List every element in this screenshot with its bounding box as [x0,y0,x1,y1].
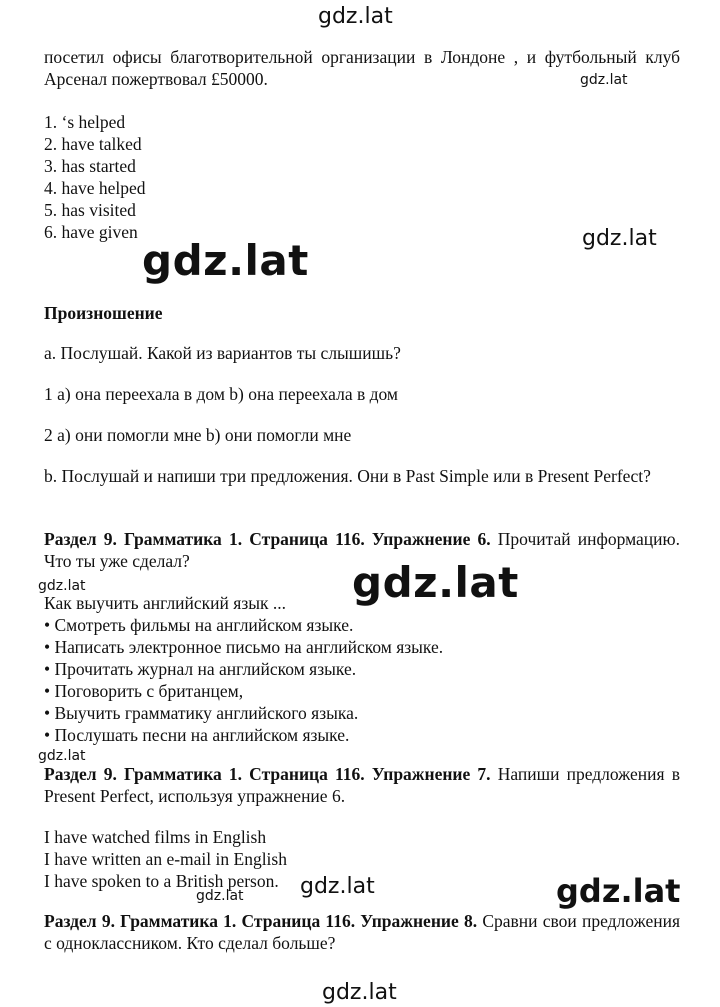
watermark: gdz.lat [300,874,375,899]
exercise-6-header [44,528,680,572]
list-item: • Прочитать журнал на английском языке. [44,659,357,679]
list-item: I have written an e-mail in English [44,849,287,869]
exercise-8-header [44,910,680,954]
watermark: gdz.lat [142,236,309,285]
list-item: 1. ‘s helped [44,112,126,132]
option-2: 2 a) они помогли мне b) они помогли мне [44,425,352,445]
watermark: gdz.lat [582,226,657,251]
list-item: 6. have given [44,222,138,242]
list-item: I have spoken to a British person. [44,871,279,891]
watermark: gdz.lat [556,872,681,910]
section-heading: Произношение [44,303,163,323]
exercise-instruction: Сравни свои предложения с одноклассником. Кто сделал больше? [44,911,681,953]
option-1: 1 a) она переехала в дом b) она переехала в дом [44,384,399,404]
watermark: gdz.lat [322,980,397,1005]
list-item: • Поговорить с британцем, [44,681,244,701]
list-item: • Послушать песни на английском языке. [44,725,350,745]
exercise-instruction: Прочитай информацию. Что ты уже сделал? [44,529,680,571]
answers-list [44,111,146,243]
intro-paragraph: посетил офисы благотворительной организации в Лондоне , и футбольный клуб Арсенал пожертвовал £50000. [44,47,680,89]
exercise-heading: Раздел 9. Грамматика 1. Страница 116. Упражнение 8. [44,911,478,931]
exercise-7-answers [44,826,287,892]
exercise-heading: Раздел 9. Грамматика 1. Страница 116. Упражнение 7. [44,764,491,784]
watermark: gdz.lat [38,748,86,764]
exercise-heading: Раздел 9. Грамматика 1. Страница 116. Упражнение 6. [44,529,491,549]
task-a: a. Послушай. Какой из вариантов ты слышишь? [44,343,401,363]
list-item: • Написать электронное письмо на английском языке. [44,637,444,657]
exercise-6-list [44,592,443,746]
list-item: • Выучить грамматику английского языка. [44,703,359,723]
list-item: 4. have helped [44,178,146,198]
list-item: • Смотреть фильмы на английском языке. [44,615,354,635]
list-item: I have watched films in English [44,827,267,847]
watermark: gdz.lat [580,72,628,88]
watermark: gdz.lat [318,4,393,29]
watermark: gdz.lat [38,578,86,594]
watermark: gdz.lat [352,558,519,607]
list-item: 2. have talked [44,134,142,154]
task-b: b. Послушай и напиши три предложения. Они в Past Simple или в Present Perfect? [44,466,651,486]
list-title: Как выучить английский язык ... [44,593,287,613]
list-item: 3. has started [44,156,136,176]
exercise-7-header [44,763,680,807]
list-item: 5. has visited [44,200,136,220]
watermark: gdz.lat [196,888,244,904]
exercise-instruction: Напиши предложения в Present Perfect, используя упражнение 6. [44,764,680,806]
